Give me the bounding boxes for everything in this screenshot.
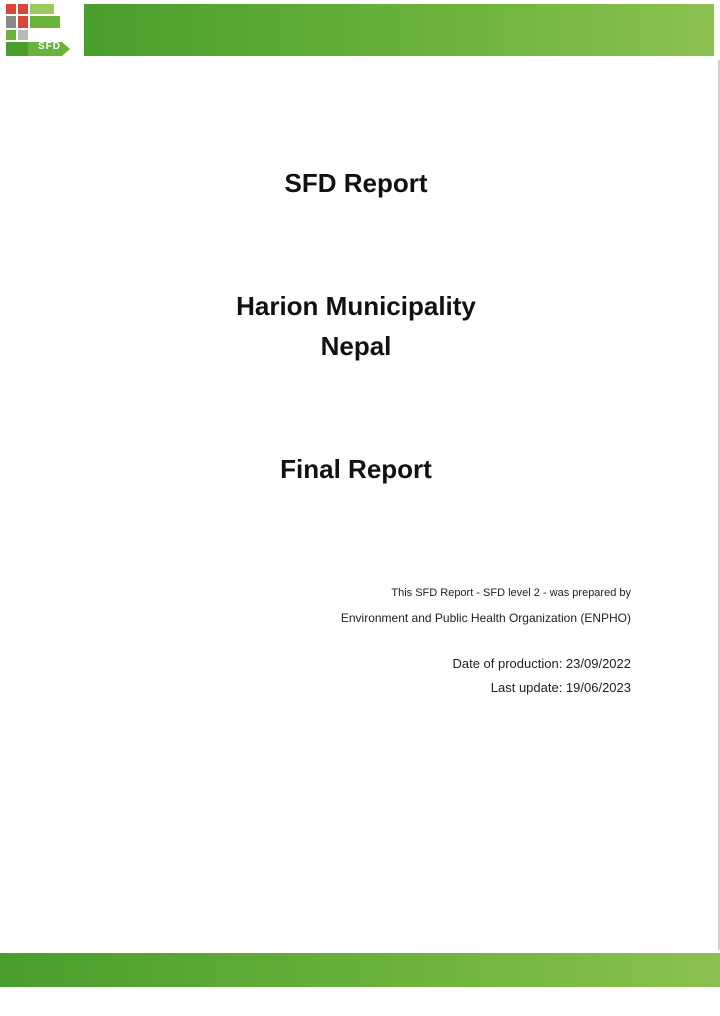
organization-name: Environment and Public Health Organization (ENPHO) [340, 611, 631, 625]
logo-red-block-left [6, 4, 16, 14]
date-of-production: Date of production: 23/09/2022 [452, 656, 631, 671]
sfd-logo [4, 2, 74, 58]
logo-arrow-base [6, 42, 28, 56]
logo-green-block-small [6, 30, 16, 40]
logo-grey-block-small [18, 30, 28, 40]
document-title: SFD Report [284, 168, 428, 198]
header-green-bar [84, 4, 714, 56]
logo-text: SFD [38, 41, 61, 52]
logo-red-block-middle [18, 4, 28, 14]
municipality-name: Harion Municipality [236, 291, 476, 321]
logo-grey-block [6, 16, 16, 28]
logo-green-block-top [30, 4, 54, 14]
logo-green-block-middle [30, 16, 60, 28]
last-update: Last update: 19/06/2023 [490, 680, 631, 695]
prepared-by-line: This SFD Report - SFD level 2 - was prepared by [391, 587, 631, 599]
country-name: Nepal [320, 331, 392, 361]
report-status: Final Report [280, 454, 432, 484]
logo-red-block-lower [18, 16, 28, 28]
footer-green-bar [0, 953, 720, 987]
